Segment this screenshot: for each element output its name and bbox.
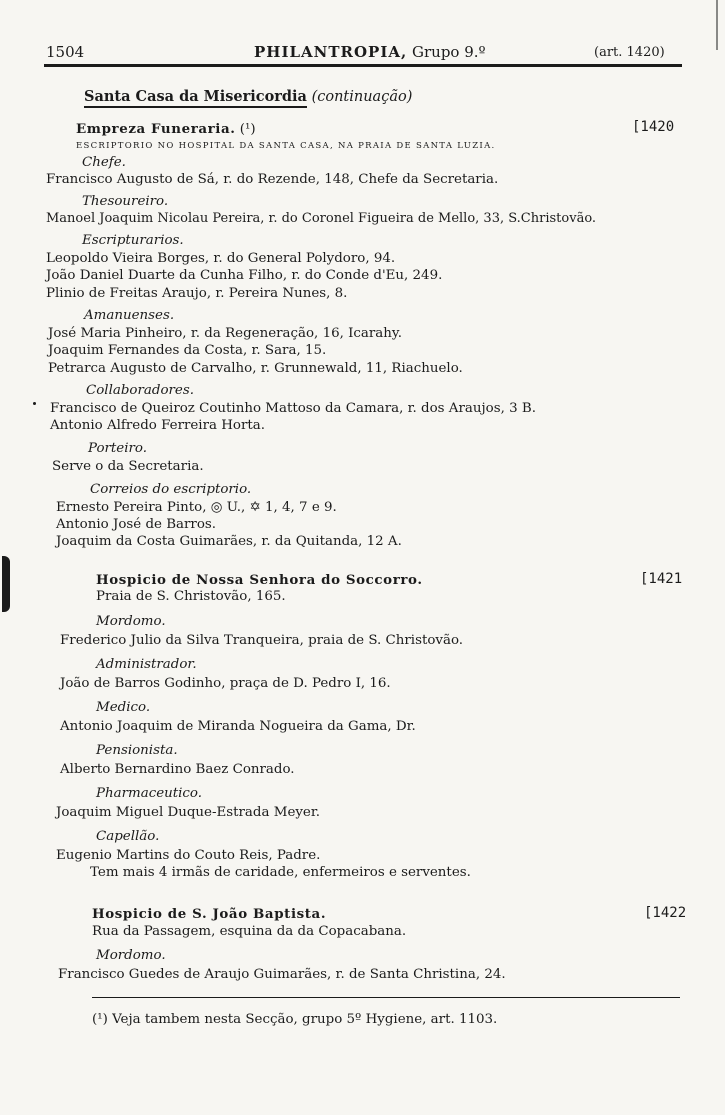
person-administrador: João de Barros Godinho, praça de D. Pedro I, 16. [60,676,391,691]
person-pharmaceutico: Joaquim Miguel Duque-Estrada Meyer. [56,805,321,820]
header-rule [44,64,682,67]
article-number-1420: [1420 [632,119,675,135]
person-chefe: Francisco Augusto de Sá, r. do Rezende, 148, Chefe da Secretaria. [46,172,499,187]
group-label: Grupo 9.º [412,43,486,61]
book-title: PHILANTROPIA, [254,43,408,61]
person-escripturario: João Daniel Duarte da Cunha Filho, r. do Conde d'Eu, 249. [46,268,443,283]
person-collaborador: Antonio Alfredo Ferreira Horta. [50,418,265,433]
person-escripturario: Leopoldo Vieira Borges, r. do General Polydoro, 94. [46,251,396,266]
entry-address-1422: Rua da Passagem, esquina da da Copacabana. [92,924,407,939]
person-escripturario: Plinio de Freitas Araujo, r. Pereira Nunes, 8. [46,286,348,301]
scan-dot [33,402,36,405]
role-label-escripturarios: Escripturarios. [82,233,184,248]
role-label-mordomo-1422: Mordomo. [96,948,166,963]
person-collaborador: Francisco de Queiroz Coutinho Mattoso da Camara, r. dos Araujos, 3 B. [50,401,536,416]
scan-edge-line [716,0,718,50]
person-medico: Antonio Joaquim de Miranda Nogueira da Gama, Dr. [60,719,416,734]
role-label-medico: Medico. [96,700,151,715]
scan-edge-mark [2,556,10,612]
person-mordomo-1422: Francisco Guedes de Araujo Guimarães, r. de Santa Christina, 24. [58,967,506,982]
footnote-rule [92,997,680,998]
person-porteiro: Serve o da Secretaria. [52,459,204,474]
entry-note-1421: Tem mais 4 irmãs de caridade, enfermeiros e serventes. [90,865,471,880]
entry-title-text: Empreza Funeraria. [76,121,236,137]
person-amanuense: José Maria Pinheiro, r. da Regeneração, 16, Icarahy. [48,326,402,341]
role-label-amanuenses: Amanuenses. [84,308,175,323]
section-continuation: (continuação) [311,89,413,105]
person-amanuense: Joaquim Fernandes da Costa, r. Sara, 15. [48,343,327,358]
entry-title-1422: Hospicio de S. João Baptista. [92,906,327,922]
person-amanuense: Petrarca Augusto de Carvalho, r. Grunnewald, 11, Riachuelo. [48,361,463,376]
person-correio: Ernesto Pereira Pinto, ◎ U., ✡ 1, 4, 7 e 9. [56,500,337,515]
person-capellao: Eugenio Martins do Couto Reis, Padre. [56,848,321,863]
role-label-pensionista: Pensionista. [96,743,178,758]
person-thesoureiro: Manoel Joaquim Nicolau Pereira, r. do Coronel Figueira de Mello, 33, S.Christovão. [46,211,597,226]
person-correio: Joaquim da Costa Guimarães, r. da Quitanda, 12 A. [56,534,402,549]
section-title: Santa Casa da Misericordia [84,88,307,108]
article-range: (art. 1420) [594,45,665,60]
person-correio: Antonio José de Barros. [56,517,217,532]
role-label-administrador: Administrador. [96,657,197,672]
section-heading [84,88,412,105]
role-label-pharmaceutico: Pharmaceutico. [96,786,202,801]
role-label-capellao: Capellão. [96,829,160,844]
role-label-porteiro: Porteiro. [88,441,148,456]
person-pensionista: Alberto Bernardino Baez Conrado. [60,762,295,777]
article-number-1421: [1421 [640,571,683,587]
entry-title-1421: Hospicio de Nossa Senhora do Soccorro. [96,572,423,588]
person-mordomo: Frederico Julio da Silva Tranqueira, praia de S. Christovão. [60,633,464,648]
role-label-mordomo: Mordomo. [96,614,166,629]
running-title [254,43,486,61]
page-number: 1504 [46,43,85,61]
entry-subtitle-1420: ESCRIPTORIO NO HOSPITAL DA SANTA CASA, NA PRAIA DE SANTA LUZIA. [76,141,496,151]
role-label-chefe: Chefe. [82,155,126,170]
footnote-ref: (¹) [239,122,256,137]
footnote: (¹) Veja tambem nesta Secção, grupo 5º Hygiene, art. 1103. [92,1012,498,1027]
entry-title-1420 [76,121,256,138]
role-label-thesoureiro: Thesoureiro. [82,194,169,209]
article-number-1422: [1422 [644,905,687,921]
role-label-collaboradores: Collaboradores. [86,383,194,398]
role-label-correios: Correios do escriptorio. [90,482,252,497]
entry-address-1421: Praia de S. Christovão, 165. [96,589,286,604]
